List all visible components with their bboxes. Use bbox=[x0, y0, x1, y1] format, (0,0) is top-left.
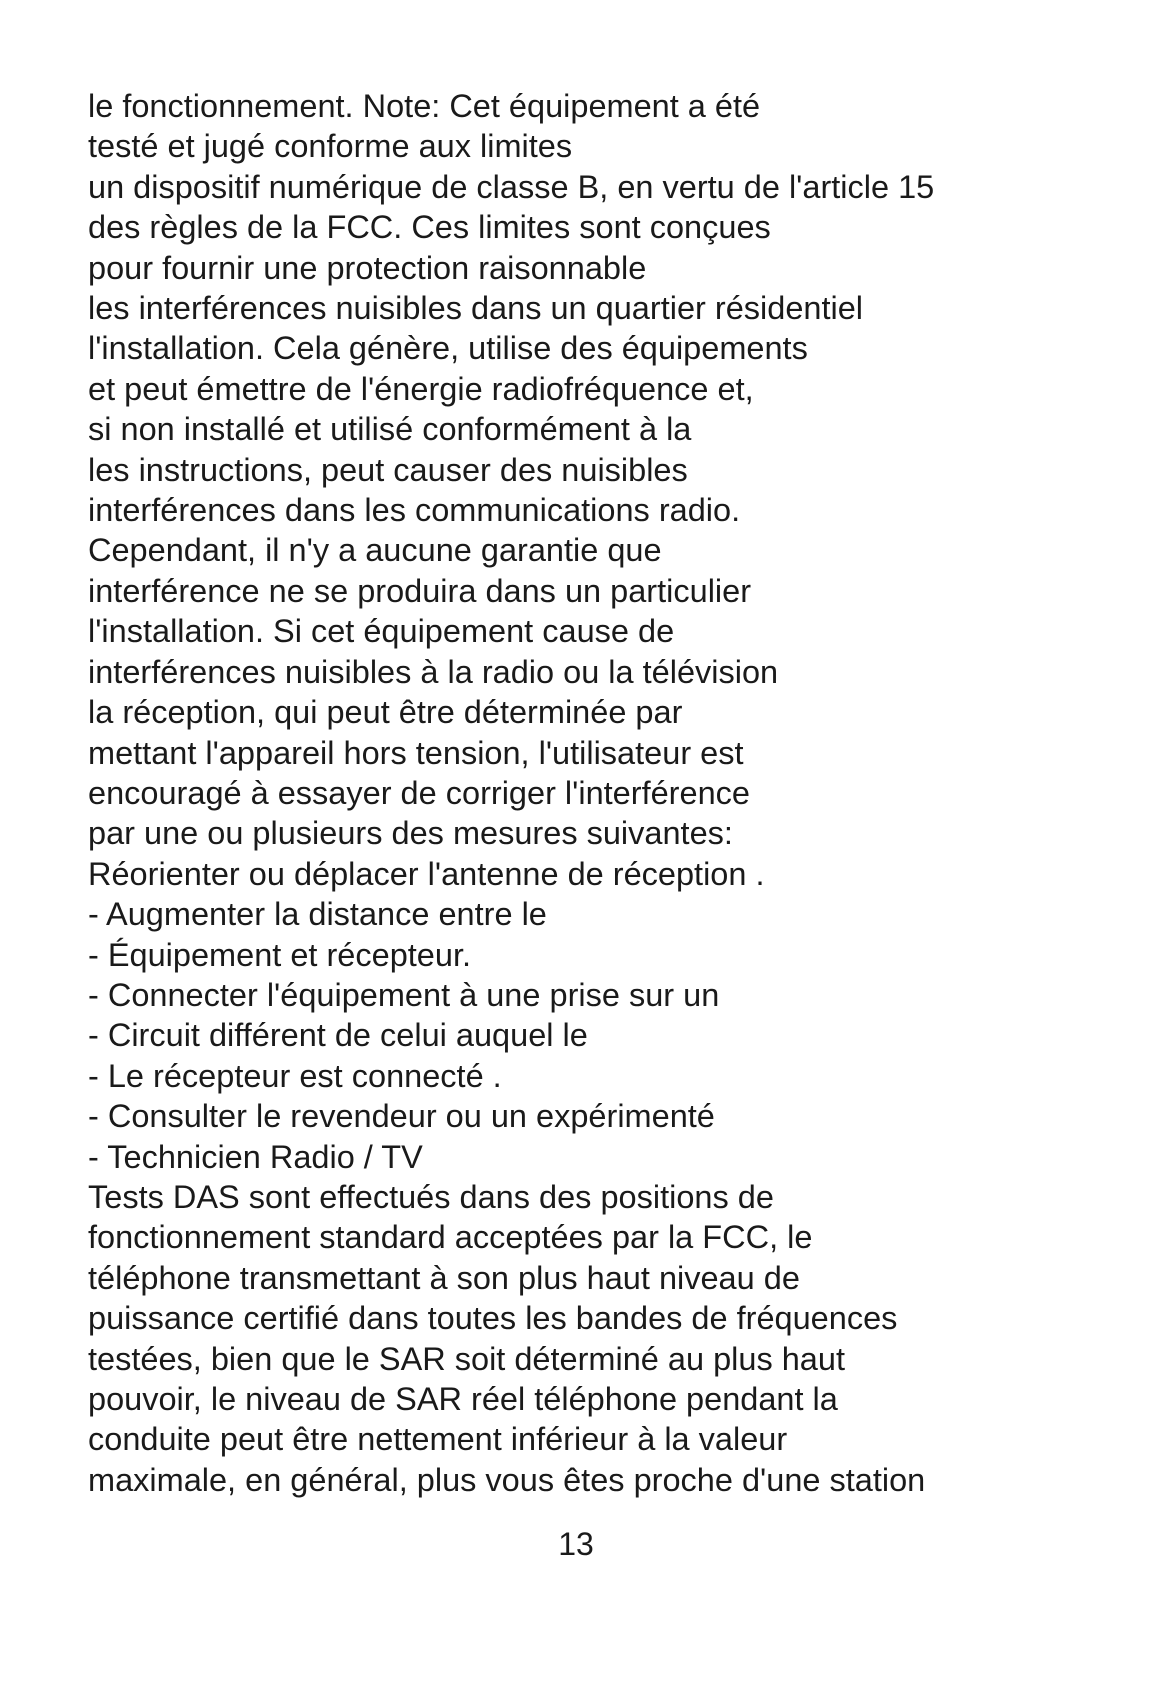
text-line: testé et jugé conforme aux limites bbox=[88, 128, 573, 165]
list-item: - Connecter l'équipement à une prise sur un bbox=[88, 976, 720, 1013]
text-line: Cependant, il n'y a aucune garantie que bbox=[88, 532, 662, 569]
text-line: les interférences nuisibles dans un quartier résidentiel bbox=[88, 290, 864, 327]
text-line: mettant l'appareil hors tension, l'utilisateur est bbox=[88, 734, 744, 771]
text-line: interférences nuisibles à la radio ou la télévision bbox=[88, 653, 779, 690]
text-line: des règles de la FCC. Ces limites sont conçues bbox=[88, 209, 771, 246]
page-number: 13 bbox=[558, 1526, 594, 1562]
list-item: - Circuit différent de celui auquel le bbox=[88, 1017, 588, 1054]
text-line: maximale, en général, plus vous êtes proche d'une station bbox=[88, 1461, 926, 1498]
text-line: les instructions, peut causer des nuisibles bbox=[88, 451, 688, 488]
text-line: encouragé à essayer de corriger l'interférence bbox=[88, 774, 750, 811]
text-line: l'installation. Cela génère, utilise des équipements bbox=[88, 330, 808, 367]
list-item: - Technicien Radio / TV bbox=[88, 1138, 423, 1175]
text-line: téléphone transmettant à son plus haut niveau de bbox=[88, 1259, 800, 1296]
text-line: par une ou plusieurs des mesures suivantes: bbox=[88, 815, 733, 852]
list-item: - Le récepteur est connecté . bbox=[88, 1057, 502, 1094]
text-line: la réception, qui peut être déterminée par bbox=[88, 694, 683, 731]
text-line: un dispositif numérique de classe B, en vertu de l'article 15 bbox=[88, 168, 935, 205]
text-line: puissance certifié dans toutes les bandes de fréquences bbox=[88, 1300, 898, 1337]
text-line: l'installation. Si cet équipement cause de bbox=[88, 613, 675, 650]
body-text bbox=[88, 86, 1128, 1500]
text-line: conduite peut être nettement inférieur à la valeur bbox=[88, 1421, 788, 1458]
text-line: Tests DAS sont effectués dans des positions de bbox=[88, 1178, 774, 1215]
text-line: interférences dans les communications radio. bbox=[88, 492, 741, 529]
text-line: testées, bien que le SAR soit déterminé au plus haut bbox=[88, 1340, 845, 1377]
text-line: et peut émettre de l'énergie radiofréquence et, bbox=[88, 370, 754, 407]
text-line: fonctionnement standard acceptées par la FCC, le bbox=[88, 1219, 813, 1256]
text-line: pouvoir, le niveau de SAR réel téléphone pendant la bbox=[88, 1381, 838, 1417]
text-line: si non installé et utilisé conformément à la bbox=[88, 411, 692, 448]
list-item: - Consulter le revendeur ou un expérimenté bbox=[88, 1098, 715, 1135]
list-item: - Équipement et récepteur. bbox=[88, 936, 472, 973]
text-line: interférence ne se produira dans un particulier bbox=[88, 572, 752, 609]
list-item: - Augmenter la distance entre le bbox=[88, 896, 547, 933]
text-line: pour fournir une protection raisonnable bbox=[88, 249, 647, 286]
text-line: le fonctionnement. Note: Cet équipement a été bbox=[88, 88, 761, 124]
text-line: Réorienter ou déplacer l'antenne de réception . bbox=[88, 855, 765, 892]
